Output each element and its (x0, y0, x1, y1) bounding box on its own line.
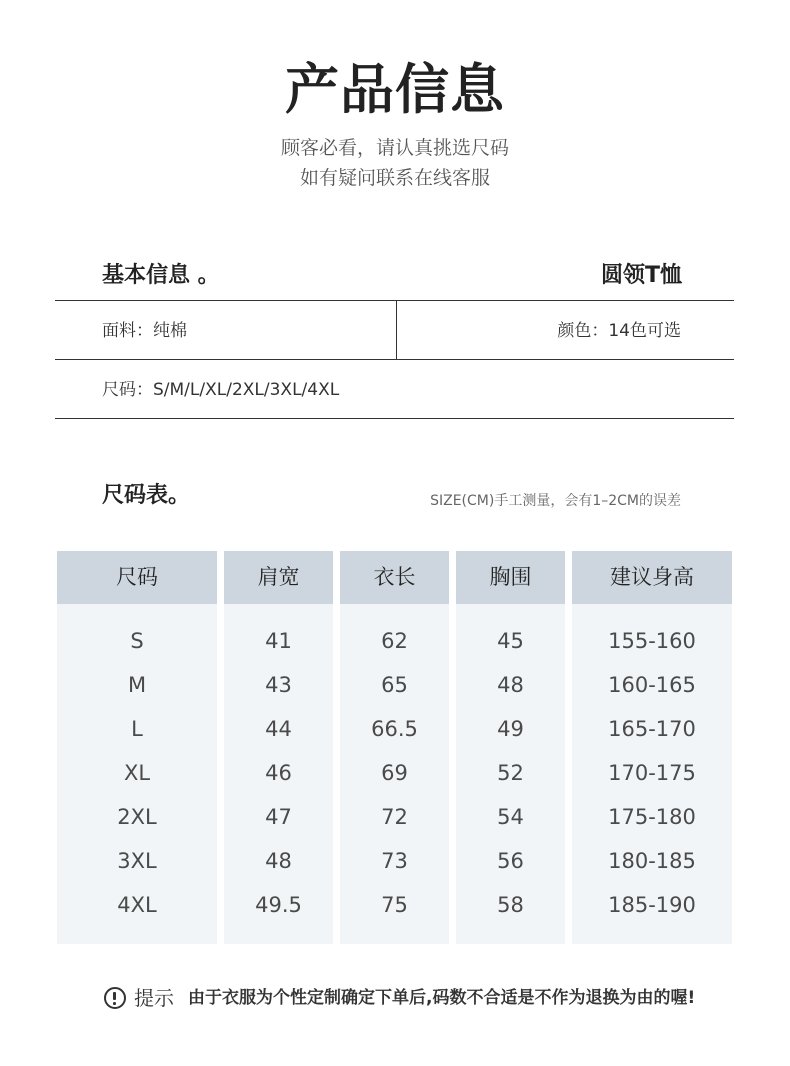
notice-label: 提示 (134, 986, 174, 1010)
divider-line (55, 418, 734, 419)
product-type: 圆领T恤 (600, 263, 682, 288)
divider-line (55, 300, 734, 301)
cell-length: 72 (381, 805, 408, 829)
basic-info-heading: 基本信息 。 (102, 263, 220, 288)
size-column (57, 551, 217, 944)
length-column (340, 551, 449, 944)
column-body (57, 604, 217, 944)
cell-length: 65 (381, 673, 408, 697)
cell-size: 4XL (117, 893, 157, 917)
chest-column (456, 551, 565, 944)
size-chart-note: SIZE(CM)手工测量，会有1–2CM的误差 (430, 493, 681, 509)
cell-chest: 52 (497, 761, 524, 785)
notice-text: 由于衣服为个性定制确定下单后,码数不合适是不作为退换为由的喔! (188, 988, 696, 1008)
cell-length: 66.5 (371, 717, 418, 741)
fabric-info: 面料：纯棉 (102, 321, 187, 341)
cell-length: 69 (381, 761, 408, 785)
cell-shoulder: 47 (265, 805, 292, 829)
page-title: 产品信息 (285, 58, 505, 121)
cell-height: 185-190 (608, 893, 696, 917)
column-body (340, 604, 449, 944)
column-header-shoulder: 肩宽 (224, 551, 333, 604)
cell-length: 62 (381, 629, 408, 653)
subtitle-line-1: 顾客必看，请认真挑选尺码 (280, 137, 509, 159)
cell-size: S (130, 629, 144, 653)
cell-shoulder: 44 (265, 717, 292, 741)
cell-height: 180-185 (608, 849, 696, 873)
cell-size: 2XL (117, 805, 157, 829)
sizes-info: 尺码：S/M/L/XL/2XL/3XL/4XL (102, 380, 340, 400)
cell-chest: 58 (497, 893, 524, 917)
subtitle-line-2: 如有疑问联系在线客服 (299, 167, 490, 189)
cell-size: M (127, 673, 147, 697)
cell-chest: 54 (497, 805, 524, 829)
cell-size: 3XL (117, 849, 157, 873)
cell-height: 155-160 (608, 629, 696, 653)
cell-chest: 49 (497, 717, 524, 741)
size-chart-heading: 尺码表。 (102, 483, 191, 508)
cell-length: 75 (381, 893, 408, 917)
cell-height: 160-165 (608, 673, 696, 697)
recommended-height-column (572, 551, 732, 944)
cell-height: 170-175 (608, 761, 696, 785)
divider-line (55, 359, 734, 360)
cell-shoulder: 43 (265, 673, 292, 697)
cell-chest: 45 (497, 629, 524, 653)
shoulder-width-column (224, 551, 333, 944)
column-header-length: 衣长 (340, 551, 449, 604)
cell-shoulder: 49.5 (255, 893, 302, 917)
cell-length: 73 (381, 849, 408, 873)
cell-shoulder: 46 (265, 761, 292, 785)
column-body (572, 604, 732, 944)
column-body (224, 604, 333, 944)
divider-vertical (396, 300, 397, 359)
cell-height: 175-180 (608, 805, 696, 829)
cell-shoulder: 48 (265, 849, 292, 873)
column-body (456, 604, 565, 944)
column-header-size: 尺码 (57, 551, 217, 604)
exclamation-circle-icon (104, 987, 126, 1009)
cell-height: 165-170 (608, 717, 696, 741)
cell-size: XL (123, 761, 151, 785)
column-header-chest: 胸围 (456, 551, 565, 604)
cell-shoulder: 41 (265, 629, 292, 653)
column-header-height: 建议身高 (572, 551, 732, 604)
cell-chest: 56 (497, 849, 524, 873)
cell-chest: 48 (497, 673, 524, 697)
cell-size: L (131, 717, 143, 741)
color-info: 颜色：14色可选 (557, 321, 681, 341)
